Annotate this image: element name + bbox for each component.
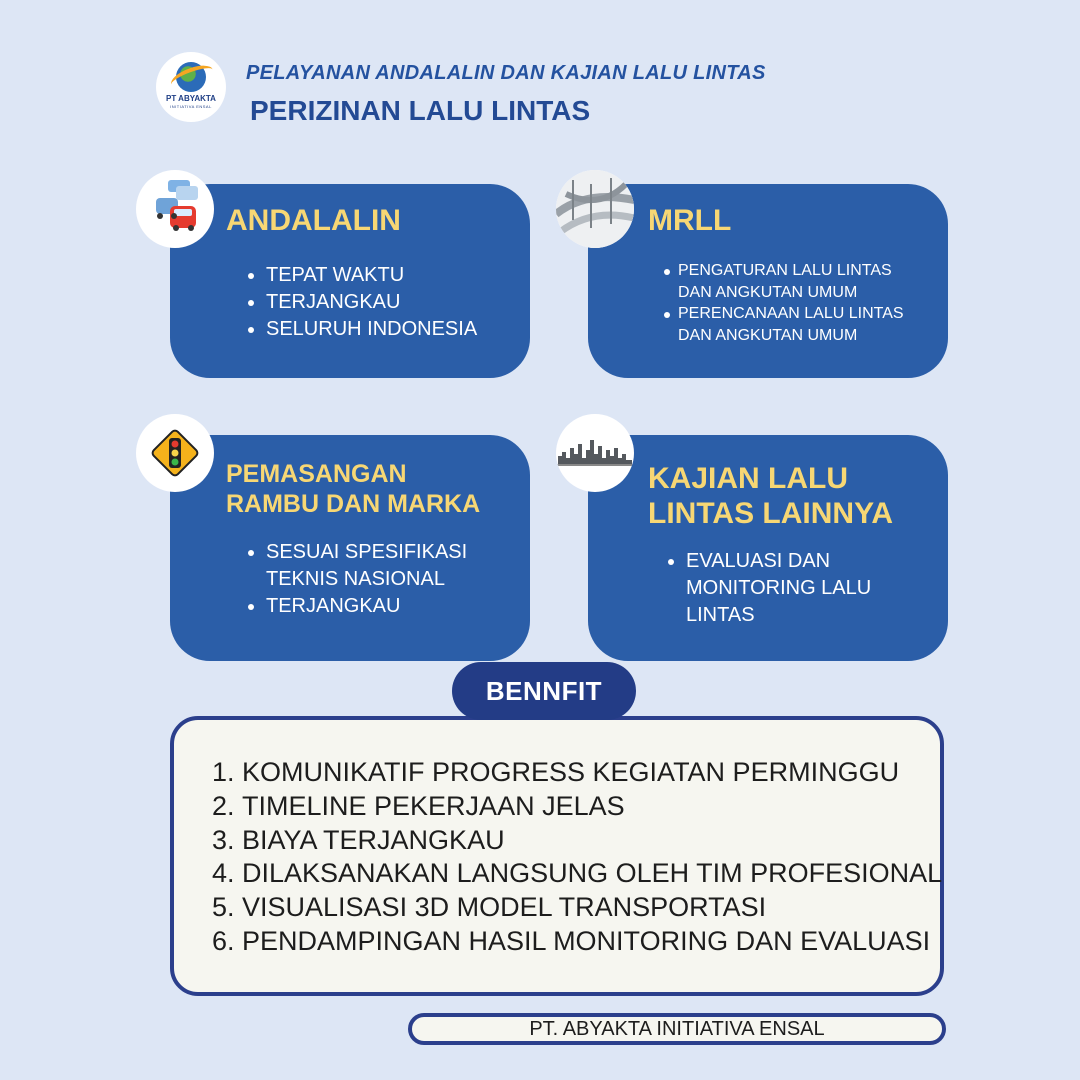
benefit-list	[212, 756, 942, 959]
list-item: EVALUASI DAN MONITORING LALU LINTAS	[668, 548, 898, 629]
card-title-line: KAJIAN LALU	[648, 462, 848, 495]
card-list	[248, 262, 477, 343]
card-list	[248, 539, 498, 620]
benefit-number: 1.	[212, 757, 235, 787]
benefit-number: 5.	[212, 892, 235, 923]
benefit-item	[212, 857, 942, 891]
benefit-box	[170, 716, 944, 996]
benefit-item	[212, 790, 942, 824]
list-item: TERJANGKAU	[248, 593, 498, 620]
header-subtitle: PELAYANAN ANDALALIN DAN KAJIAN LALU LINTAS	[246, 62, 766, 84]
benefit-item	[212, 925, 942, 959]
benefit-number: 6.	[212, 925, 235, 956]
card-title-line: LINTAS LAINNYA	[648, 497, 894, 530]
traffic-light-sign-icon	[136, 414, 214, 492]
card-mrll	[588, 184, 948, 378]
benefit-item	[212, 756, 942, 790]
footer-company: PT. ABYAKTA INITIATIVA ENSAL	[408, 1013, 946, 1045]
list-item: PERENCANAAN LALU LINTAS DAN ANGKUTAN UMUM	[664, 303, 924, 346]
benefit-item	[212, 891, 942, 925]
benefit-text: TIMELINE PEKERJAAN JELAS	[242, 790, 625, 821]
benefit-number: 4.	[212, 858, 235, 889]
benefit-text: PENDAMPINGAN HASIL MONITORING DAN EVALUASI	[242, 925, 931, 956]
card-list	[664, 260, 924, 346]
card-title: ANDALALIN	[226, 204, 401, 237]
card-title	[648, 461, 893, 531]
card-kajian	[588, 435, 948, 661]
benefit-number: 3.	[212, 824, 235, 855]
benefit-label: BENNFIT	[452, 662, 636, 720]
benefit-text: KOMUNIKATIF PROGRESS KEGIATAN PERMINGGU	[242, 757, 900, 787]
company-logo	[156, 52, 226, 122]
highway-interchange-icon	[556, 170, 634, 248]
card-title	[226, 459, 480, 519]
card-andalalin	[170, 184, 530, 378]
list-item: SESUAI SPESIFIKASI TEKNIS NASIONAL	[248, 539, 498, 593]
list-item: TERJANGKAU	[248, 289, 477, 316]
card-title-line: RAMBU DAN MARKA	[226, 490, 481, 518]
benefit-item	[212, 824, 942, 858]
benefit-number: 2.	[212, 790, 235, 821]
logo-name: PT ABYAKTA	[166, 94, 216, 103]
card-list	[668, 548, 898, 629]
card-title-line: PEMASANGAN	[226, 460, 407, 488]
card-pemasangan	[170, 435, 530, 661]
benefit-text: BIAYA TERJANGKAU	[242, 824, 505, 855]
city-skyline-icon	[556, 414, 634, 492]
logo-tagline: INITIATIVA ENSAL	[170, 104, 212, 109]
list-item: PENGATURAN LALU LINTAS DAN ANGKUTAN UMUM	[664, 260, 924, 303]
card-title: MRLL	[648, 204, 732, 237]
list-item: SELURUH INDONESIA	[248, 316, 477, 343]
traffic-cars-icon	[136, 170, 214, 248]
benefit-text: DILAKSANAKAN LANGSUNG OLEH TIM PROFESIONAL	[242, 858, 943, 889]
page-title: PERIZINAN LALU LINTAS	[250, 95, 591, 126]
benefit-text: VISUALISASI 3D MODEL TRANSPORTASI	[242, 892, 767, 923]
list-item: TEPAT WAKTU	[248, 262, 477, 289]
